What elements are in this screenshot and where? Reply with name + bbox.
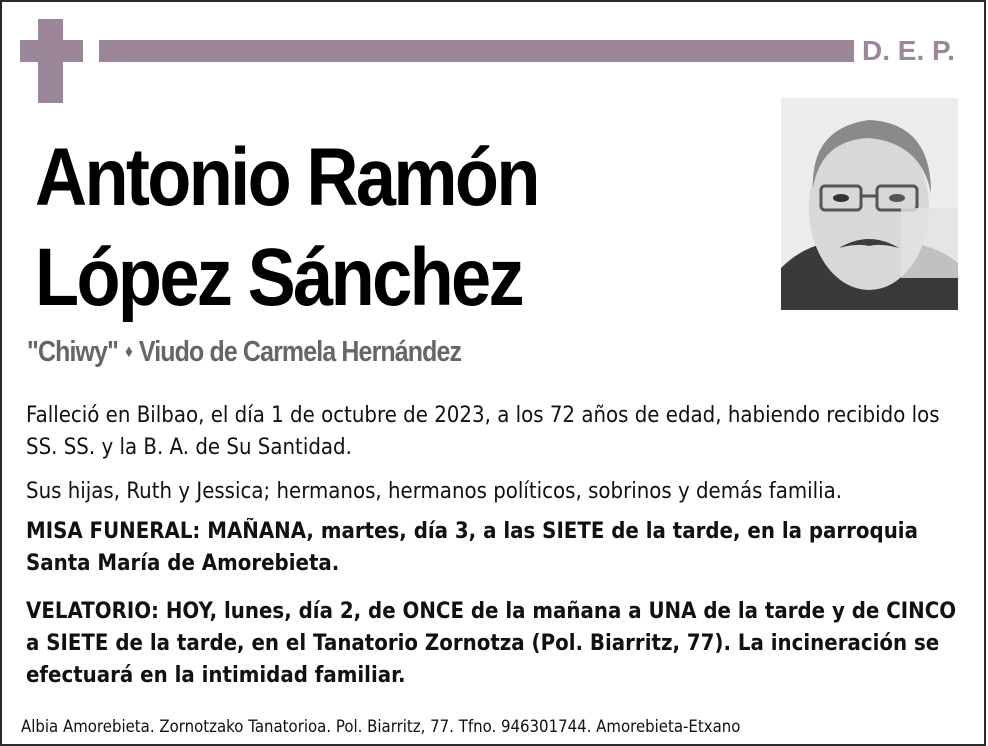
header-rule — [99, 40, 854, 62]
cross-icon-arm — [20, 40, 83, 62]
name-line-1: Antonio Ramón — [35, 132, 538, 223]
nickname: "Chiwy" — [27, 336, 119, 368]
wake-paragraph: VELATORIO: HOY, lunes, día 2, de ONCE de la mañana a UNA de la tarde y de CINCO a SIETE de la tarde, en el Tanatorio Zornotza (Pol. Biarritz, 77). La incineración se efectuará en la intimidad familiar. — [26, 599, 957, 688]
footer-funeral-home: Albia Amorebieta. Zornotzako Tanatorioa. Pol. Biarritz, 77. Tfno. 946301744. Amorebieta-Etxano — [21, 717, 741, 737]
funeral-mass-paragraph: MISA FUNERAL: MAÑANA, martes, día 3, a las SIETE de la tarde, en la parroquia Santa María de Amorebieta. — [26, 519, 918, 576]
portrait-image — [781, 98, 958, 310]
family-paragraph: Sus hijas, Ruth y Jessica; hermanos, hermanos políticos, sobrinos y demás familia. — [26, 479, 843, 504]
name-line-2: López Sánchez — [35, 232, 522, 323]
relation: Viudo de Carmela Hernández — [138, 336, 462, 368]
death-notice-paragraph: Falleció en Bilbao, el día 1 de octubre de 2023, a los 72 años de edad, habiendo recibido los SS. SS. y la B. A. de Su Santidad. — [26, 403, 940, 460]
diamond-icon: ♦ — [124, 341, 133, 361]
deceased-name — [35, 128, 669, 328]
subtitle — [27, 336, 461, 369]
dep-label: D. E. P. — [862, 35, 955, 66]
portrait-photo — [781, 98, 958, 310]
